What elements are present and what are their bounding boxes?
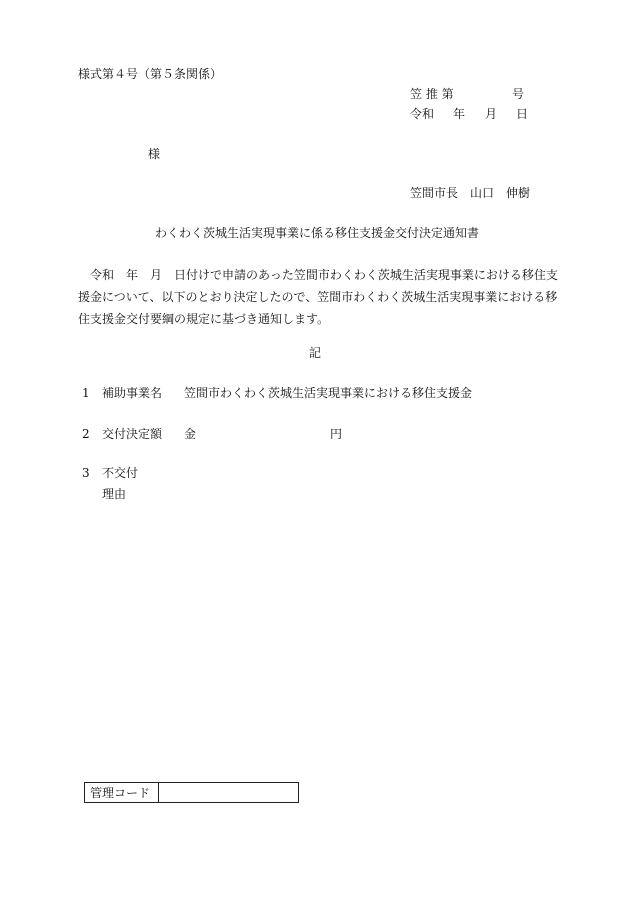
date-era: 令和 — [410, 107, 435, 121]
document-title: わくわく茨城生活実現事業に係る移住支援金交付決定通知書 — [155, 226, 480, 240]
management-code-box — [84, 782, 299, 803]
issuer-name: 山口 伸樹 — [470, 186, 531, 200]
management-code-value — [159, 783, 298, 802]
ki-heading: 記 — [309, 346, 322, 360]
item-3-label: 不交付 — [102, 466, 139, 480]
body-paragraph: 令和 年 月 日付けで申請のあった笠間市わくわく茨城生活実現事業における移住支援金について、以下のとおり決定したので、笠間市わくわく茨城生活実現事業における移住支援金交付要綱の規定に基づき通知します。 — [78, 268, 558, 326]
document-number-suffix: 号 — [512, 87, 525, 101]
item-2-value: 金 — [184, 427, 197, 441]
document-number-prefix: 笠 推 第 — [410, 87, 454, 101]
date-day: 日 — [516, 107, 529, 121]
item-1-value: 笠間市わくわく茨城生活実現事業における移住支援金 — [184, 386, 473, 400]
item-1-number: 1 — [82, 386, 90, 400]
issuer-title: 笠間市長 — [410, 186, 459, 200]
date-year: 年 — [453, 107, 466, 121]
item-2-unit: 円 — [330, 427, 343, 441]
management-code-label: 管理コード — [85, 783, 159, 802]
item-3-sub: 理由 — [102, 487, 127, 501]
item-2-number: 2 — [82, 427, 90, 441]
item-1-label: 補助事業名 — [102, 386, 163, 400]
form-number: 様式第４号（第５条関係） — [78, 67, 223, 81]
addressee-suffix: 様 — [148, 147, 161, 161]
item-2-label: 交付決定額 — [102, 427, 163, 441]
date-month: 月 — [485, 107, 498, 121]
item-3-number: 3 — [82, 466, 90, 480]
